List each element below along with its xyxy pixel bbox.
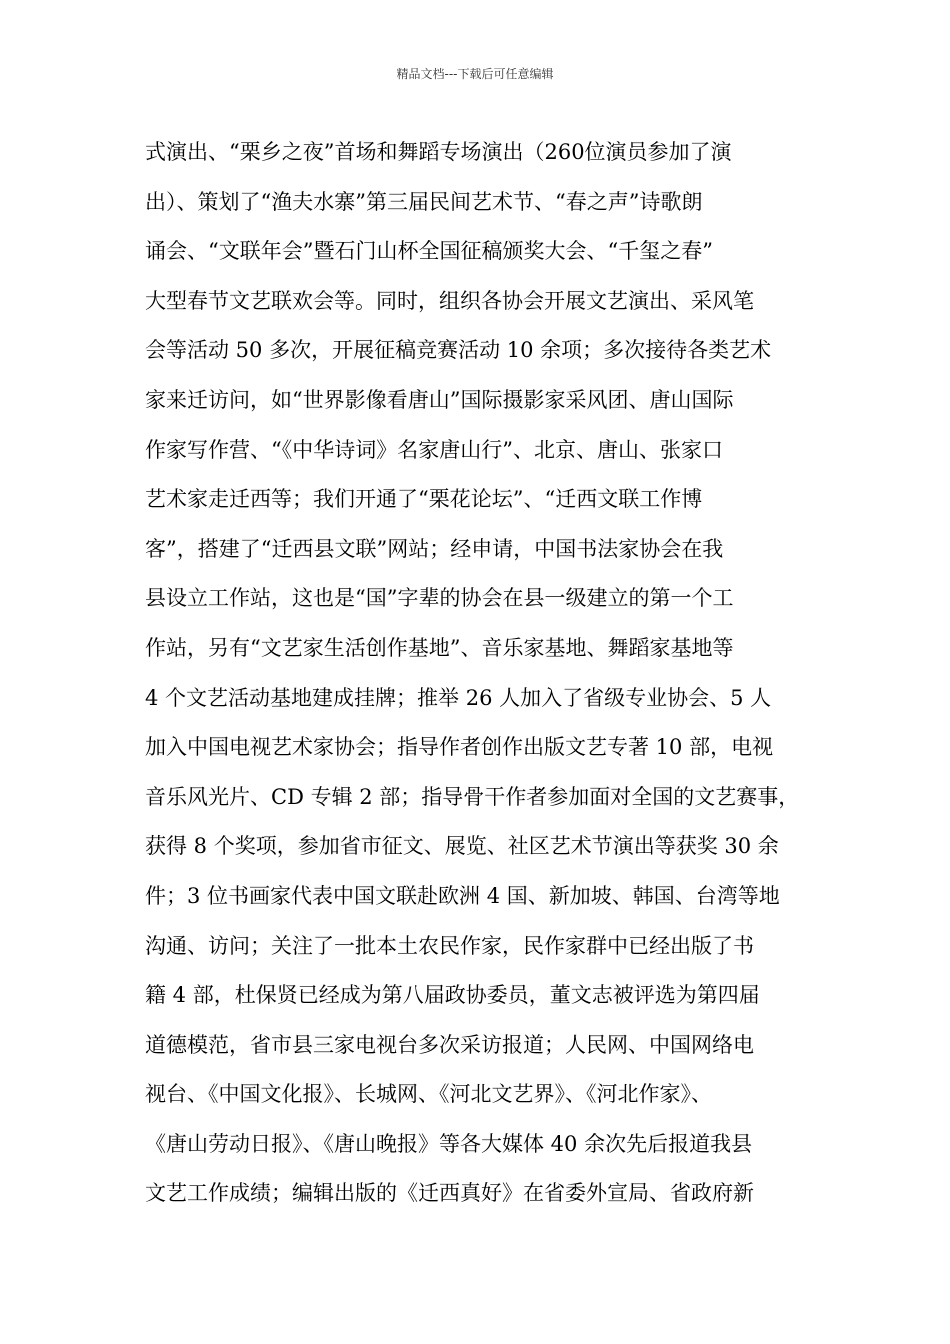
text-line: 籍 4 部，杜保贤已经成为第八届政协委员，董文志被评选为第四届 <box>145 983 760 1008</box>
text-line: 县设立工作站，这也是“国”字辈的协会在县一级建立的第一个工 <box>145 586 734 611</box>
text-line: 作家写作营、“《中华诗词》名家唐山行”、北京、唐山、张家口 <box>145 437 723 462</box>
text-line: 作站，另有“文艺家生活创作基地”、音乐家基地、舞蹈家基地等 <box>145 635 734 660</box>
text-line: 件；3 位书画家代表中国文联赴欧洲 4 国、新加坡、韩国、台湾等地 <box>145 883 780 908</box>
text-line: 沟通、访问；关注了一批本土农民作家，民作家群中已经出版了书 <box>145 933 754 958</box>
page-header: 精品文档---下载后可任意编辑 <box>396 67 554 81</box>
text-line: 大型春节文艺联欢会等。同时，组织各协会开展文艺演出、采风笔 <box>145 288 754 313</box>
text-line: 客”，搭建了“迁西县文联”网站；经申请，中国书法家协会在我 <box>145 536 724 561</box>
text-line: 《唐山劳动日报》、《唐山晚报》等各大媒体 40 余次先后报道我县 <box>145 1131 753 1156</box>
text-line: 获得 8 个奖项，参加省市征文、展览、社区艺术节演出等获奖 30 余 <box>145 834 779 859</box>
text-line: 加入中国电视艺术家协会；指导作者创作出版文艺专著 10 部，电视 <box>145 735 774 760</box>
text-line: 视台、《中国文化报》、长城网、《河北文艺界》、《河北作家》、 <box>145 1082 712 1107</box>
text-line: 家来迁访问，如“世界影像看唐山”国际摄影家采风团、唐山国际 <box>145 387 734 412</box>
text-line: 式演出、“栗乡之夜”首场和舞蹈专场演出（260位演员参加了演 <box>145 140 732 164</box>
text-line: 4 个文艺活动基地建成挂牌；推举 26 人加入了省级专业协会、5 人 <box>145 685 772 710</box>
text-line: 文艺工作成绩；编辑出版的《迁西真好》在省委外宣局、省政府新 <box>145 1181 754 1206</box>
text-line: 出）、策划了“渔夫水寨”第三届民间艺术节、“春之声”诗歌朗 <box>145 189 703 214</box>
text-line: 音乐风光片、CD 专辑 2 部；指导骨干作者参加面对全国的文艺赛事， <box>145 784 800 809</box>
body-text <box>145 133 825 1224</box>
text-line: 艺术家走迁西等；我们开通了“栗花论坛”、“迁西文联工作博 <box>145 487 703 512</box>
text-line: 道德模范，省市县三家电视台多次采访报道；人民网、中国网络电 <box>145 1032 754 1057</box>
text-line: 诵会、“文联年会”暨石门山杯全国征稿颁奖大会、“千玺之春” <box>145 239 713 264</box>
text-line: 会等活动 50 多次，开展征稿竞赛活动 10 余项；多次接待各类艺术 <box>145 338 772 363</box>
